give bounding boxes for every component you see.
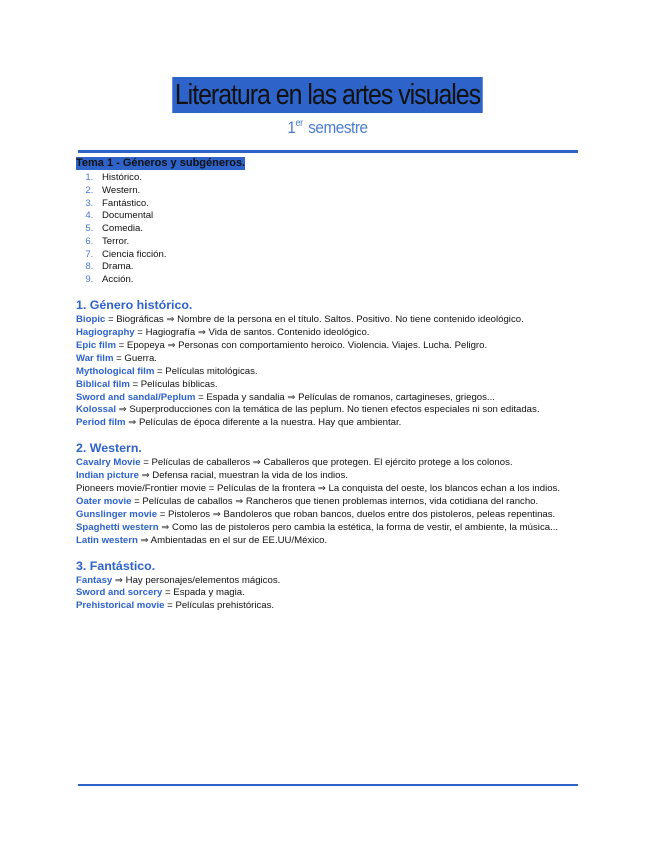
subtitle-text: semestre (308, 118, 368, 137)
definition-entry (76, 327, 578, 340)
subtitle-number: 1 (287, 118, 296, 137)
entry-term: Hagiography (76, 326, 135, 338)
genre-list (76, 172, 578, 287)
definition-entry (76, 600, 578, 613)
entry-description: = Pistoleros ⇒ Bandoleros que roban bancos, duelos entre dos pistoleros, peleas repentinas. (157, 508, 556, 520)
document-body (76, 157, 578, 613)
genre-list-item (96, 198, 578, 211)
definition-entry (76, 535, 578, 548)
entry-term: Mythological film (76, 365, 155, 377)
entry-description: = Espada y magia. (162, 587, 245, 599)
entry-term: Kolossal (76, 404, 116, 416)
definition-entry (76, 392, 578, 405)
page-title: Literatura en las artes visuales (172, 77, 482, 113)
section-heading: 1. Género histórico. (76, 298, 193, 313)
genre-list-item (96, 223, 578, 236)
topic-heading: Tema 1 - Géneros y subgéneros. (76, 157, 246, 169)
definition-entry (76, 522, 578, 535)
entry-term: Sword and sorcery (76, 587, 163, 599)
entry-description: ⇒ Defensa racial, muestran la vida de los indios. (138, 470, 348, 482)
genre-label: Western. (102, 184, 141, 196)
header-divider (78, 150, 578, 153)
genre-label: Acción. (102, 274, 134, 286)
definition-entry (76, 587, 578, 600)
entry-description: = Películas de caballos ⇒ Rancheros que tienen problemas internos, vida cotidiana del rancho. (131, 495, 539, 507)
entry-term: Indian picture (76, 470, 139, 482)
entry-term: Spaghetti western (76, 521, 159, 533)
section-heading: 3. Fantástico. (76, 558, 156, 573)
entry-description: ⇒ Superproducciones con la temática de las peplum. No tienen efectos especiales ni son editadas. (116, 404, 540, 416)
entry-description: ⇒ Como las de pistoleros pero cambia la estética, la forma de vestir, el ambiente, la música... (158, 521, 559, 533)
entry-term: Latin western (76, 534, 138, 546)
sections (76, 298, 578, 613)
entry-description: ⇒ Hay personajes/elementos mágicos. (112, 574, 281, 586)
genre-list-item (96, 172, 578, 185)
definition-entry (76, 496, 578, 509)
genre-label: Documental (102, 210, 154, 222)
entry-description: = Películas de caballeros ⇒ Caballeros que protegen. El ejército protege a los colonos. (140, 457, 513, 469)
definition-entry (76, 457, 578, 470)
definition-entry (76, 509, 578, 522)
entry-description: = Biográficas ⇒ Nombre de la persona en el título. Saltos. Positivo. No tiene contenido ideológico. (105, 314, 524, 326)
entry-term: Biblical film (76, 378, 130, 390)
title-block (0, 77, 655, 113)
entry-term: Fantasy (76, 574, 113, 586)
genre-label: Histórico. (102, 171, 142, 183)
entry-description: = Epopeya ⇒ Personas con comportamiento heroico. Violencia. Viajes. Lucha. Peligro. (115, 339, 488, 351)
footer-divider (78, 784, 578, 786)
genre-list-item (96, 236, 578, 249)
entry-description: = Guerra. (113, 352, 157, 364)
genre-list-item (96, 210, 578, 223)
entry-term: Epic film (76, 339, 116, 351)
page-subtitle (33, 118, 623, 138)
definition-entry (76, 366, 578, 379)
definition-entry (76, 575, 578, 588)
definition-entry (76, 314, 578, 327)
definition-entry (76, 353, 578, 366)
genre-label: Terror. (102, 235, 130, 247)
genre-list-item (96, 261, 578, 274)
definition-entry (76, 483, 578, 496)
entry-description: ⇒ Ambientadas en el sur de EE.UU/México. (137, 534, 328, 546)
entry-term: Oater movie (76, 495, 132, 507)
entry-term: Gunslinger movie (76, 508, 158, 520)
definition-entry (76, 470, 578, 483)
subtitle-superscript: er (295, 118, 303, 129)
entry-term: Cavalry Movie (76, 457, 141, 469)
entry-description: = Películas prehistóricas. (164, 600, 275, 612)
definition-entry (76, 404, 578, 417)
entry-term: Prehistorical movie (76, 600, 165, 612)
genre-list-item (96, 185, 578, 198)
entry-description: = Películas mitológicas. (154, 365, 258, 377)
genre-label: Ciencia ficción. (102, 248, 167, 260)
entry-description: = Espada y sandalia ⇒ Películas de romanos, cartagineses, griegos... (195, 391, 495, 403)
genre-list-item (96, 274, 578, 287)
definition-entry (76, 340, 578, 353)
entry-description: ⇒ Películas de época diferente a la nuestra. Hay que ambientar. (125, 417, 402, 429)
definition-entry (76, 379, 578, 392)
genre-list-item (96, 249, 578, 262)
entry-term: War film (76, 352, 114, 364)
definition-entry (76, 417, 578, 430)
genre-label: Drama. (102, 261, 134, 273)
genre-label: Comedia. (102, 223, 144, 235)
genre-label: Fantástico. (102, 197, 149, 209)
entry-term: Biopic (76, 314, 106, 326)
entry-description: = Hagiografía ⇒ Vida de santos. Contenido ideológico. (134, 326, 370, 338)
entry-term: Sword and sandal/Peplum (76, 391, 196, 403)
entry-description: Pioneers movie/Frontier movie = Películas de la frontera ⇒ La conquista del oeste, los blancos echan a los indios. (76, 483, 560, 495)
entry-term: Period film (76, 417, 126, 429)
section-heading: 2. Western. (76, 441, 142, 456)
entry-description: = Películas bíblicas. (129, 378, 218, 390)
